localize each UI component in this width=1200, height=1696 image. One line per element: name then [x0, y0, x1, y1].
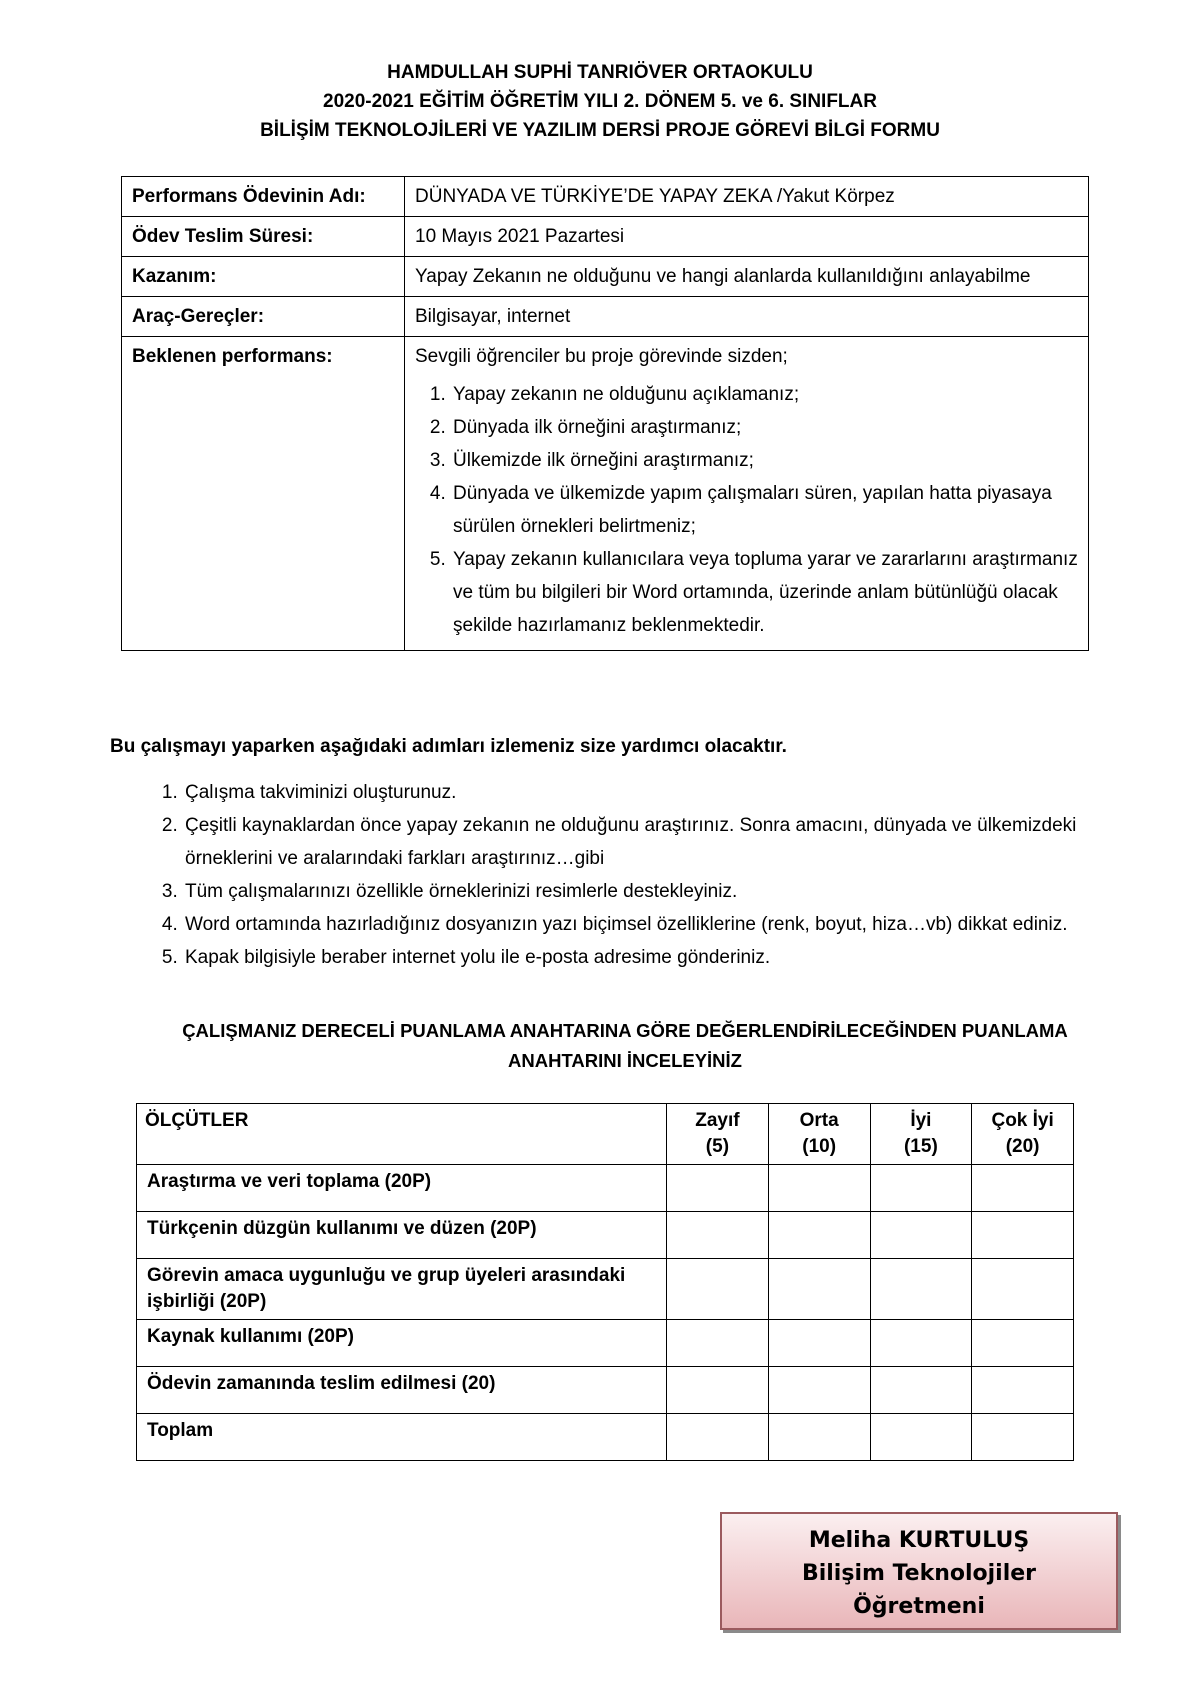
- list-item: 4. Word ortamında hazırladığınız dosyanızın yazı biçimsel özelliklerine (renk, boyut, hiza…vb) dikkat ediniz.: [183, 908, 1133, 941]
- assignment-info-table: [121, 176, 1089, 651]
- school-name: HAMDULLAH SUPHİ TANRIÖVER ORTAOKULU: [387, 62, 813, 83]
- teacher-name: Meliha KURTULUŞ: [808, 1528, 1030, 1553]
- info-row-expected: [122, 337, 1089, 651]
- table-row-total: [137, 1414, 1074, 1461]
- steps-title: Bu çalışmayı yaparken aşağıdaki adımları izlemeniz size yardımcı olacaktır.: [110, 736, 787, 757]
- score-header-very-good: [972, 1104, 1074, 1165]
- info-value: DÜNYADA VE TÜRKİYE’DE YAPAY ZEKA /Yakut Körpez: [405, 177, 1089, 217]
- expected-intro: Sevgili öğrenciler bu proje görevinde sizden;: [415, 346, 788, 367]
- info-label: Araç-Gereçler:: [122, 297, 405, 337]
- score-cell[interactable]: [870, 1259, 972, 1320]
- info-label: Kazanım:: [122, 257, 405, 297]
- form-title: BİLİŞİM TEKNOLOJİLERİ VE YAZILIM DERSİ PROJE GÖREVİ BİLGİ FORMU: [260, 120, 940, 141]
- criteria-cell: Araştırma ve veri toplama (20P): [137, 1165, 667, 1212]
- teacher-title: Bilişim Teknolojiler: [801, 1561, 1037, 1586]
- table-row: [137, 1367, 1074, 1414]
- list-item: 2. Dünyada ilk örneğini araştırmanız;: [451, 411, 1078, 444]
- table-row: [137, 1259, 1074, 1320]
- score-cell[interactable]: [768, 1414, 870, 1461]
- score-cell[interactable]: [870, 1320, 972, 1367]
- score-cell[interactable]: [768, 1367, 870, 1414]
- teacher-signature-box: [720, 1512, 1118, 1630]
- rubric-header-row: [137, 1104, 1074, 1165]
- score-cell[interactable]: [667, 1414, 769, 1461]
- score-cell[interactable]: [972, 1165, 1074, 1212]
- score-cell[interactable]: [870, 1414, 972, 1461]
- criteria-cell: Türkçenin düzgün kullanımı ve düzen (20P): [137, 1212, 667, 1259]
- score-points: (5): [705, 1136, 730, 1157]
- info-label: Performans Ödevinin Adı:: [122, 177, 405, 217]
- score-name: İyi: [910, 1110, 932, 1131]
- list-item: 3. Tüm çalışmalarınızı özellikle örneklerinizi resimlerle destekleyiniz.: [183, 875, 1133, 908]
- info-label: Beklenen performans:: [122, 337, 405, 651]
- term-line: 2020-2021 EĞİTİM ÖĞRETİM YILI 2. DÖNEM 5. ve 6. SINIFLAR: [323, 91, 877, 112]
- score-header-medium: [768, 1104, 870, 1165]
- expected-list: [415, 378, 1078, 642]
- score-cell[interactable]: [667, 1259, 769, 1320]
- score-cell[interactable]: [870, 1212, 972, 1259]
- score-cell[interactable]: [972, 1320, 1074, 1367]
- rubric-note: [150, 1016, 1100, 1076]
- score-points: (10): [802, 1136, 837, 1157]
- score-cell[interactable]: [667, 1165, 769, 1212]
- steps-list: [147, 776, 1133, 974]
- criteria-cell: Görevin amaca uygunluğu ve grup üyeleri arasındaki işbirliği (20P): [137, 1259, 667, 1320]
- info-label: Ödev Teslim Süresi:: [122, 217, 405, 257]
- teacher-title: Öğretmeni: [853, 1594, 985, 1619]
- table-row: [137, 1320, 1074, 1367]
- score-cell[interactable]: [870, 1165, 972, 1212]
- score-cell[interactable]: [870, 1367, 972, 1414]
- score-points: (20): [1005, 1136, 1040, 1157]
- list-item: 4. Dünyada ve ülkemizde yapım çalışmaları süren, yapılan hatta piyasaya sürülen örnekleri belirtmeniz;: [451, 477, 1078, 543]
- criteria-cell: Ödevin zamanında teslim edilmesi (20): [137, 1367, 667, 1414]
- score-cell[interactable]: [972, 1414, 1074, 1461]
- score-cell[interactable]: [768, 1165, 870, 1212]
- list-item: 5. Yapay zekanın kullanıcılara veya topluma yarar ve zararlarını araştırmanız ve tüm bu bilgileri bir Word ortamında, üzerinde anlam bütünlüğü olacak şekilde hazırlamanız beklenmektedir.: [451, 543, 1078, 642]
- info-value: Yapay Zekanın ne olduğunu ve hangi alanlarda kullanıldığını anlayabilme: [405, 257, 1089, 297]
- score-header-weak: [667, 1104, 769, 1165]
- info-value: 10 Mayıs 2021 Pazartesi: [405, 217, 1089, 257]
- score-name: Zayıf: [695, 1110, 740, 1131]
- table-row: [137, 1212, 1074, 1259]
- score-cell[interactable]: [768, 1212, 870, 1259]
- list-item: 1. Yapay zekanın ne olduğunu açıklamanız;: [451, 378, 1078, 411]
- expected-performance-cell: [405, 337, 1089, 651]
- info-row: [122, 297, 1089, 337]
- list-item: 5. Kapak bilgisiyle beraber internet yolu ile e-posta adresime gönderiniz.: [183, 941, 1133, 974]
- list-item: 3. Ülkemizde ilk örneğini araştırmanız;: [451, 444, 1078, 477]
- score-cell[interactable]: [972, 1367, 1074, 1414]
- criteria-header: ÖLÇÜTLER: [137, 1104, 667, 1165]
- document-header: [0, 58, 1200, 145]
- info-row: [122, 257, 1089, 297]
- score-header-good: [870, 1104, 972, 1165]
- criteria-cell: Toplam: [137, 1414, 667, 1461]
- score-cell[interactable]: [667, 1367, 769, 1414]
- rubric-table: [136, 1103, 1074, 1461]
- score-cell[interactable]: [768, 1259, 870, 1320]
- criteria-cell: Kaynak kullanımı (20P): [137, 1320, 667, 1367]
- score-cell[interactable]: [667, 1320, 769, 1367]
- score-name: Orta: [799, 1110, 839, 1131]
- score-name: Çok İyi: [991, 1110, 1054, 1131]
- rubric-note-line: ANAHTARINI İNCELEYİNİZ: [508, 1050, 742, 1071]
- table-row: [137, 1165, 1074, 1212]
- list-item: 2. Çeşitli kaynaklardan önce yapay zekanın ne olduğunu araştırınız. Sonra amacını, dünyada ve ülkemizdeki örneklerini ve aralarındaki farkları araştırınız…gibi: [183, 809, 1133, 875]
- list-item: 1. Çalışma takviminizi oluşturunuz.: [183, 776, 1133, 809]
- score-cell[interactable]: [972, 1212, 1074, 1259]
- score-points: (15): [903, 1136, 938, 1157]
- info-row: [122, 217, 1089, 257]
- rubric-note-line: ÇALIŞMANIZ DERECELİ PUANLAMA ANAHTARINA GÖRE DEĞERLENDİRİLECEĞİNDEN PUANLAMA: [182, 1020, 1068, 1041]
- info-row: [122, 177, 1089, 217]
- score-cell[interactable]: [768, 1320, 870, 1367]
- score-cell[interactable]: [667, 1212, 769, 1259]
- info-value: Bilgisayar, internet: [405, 297, 1089, 337]
- score-cell[interactable]: [972, 1259, 1074, 1320]
